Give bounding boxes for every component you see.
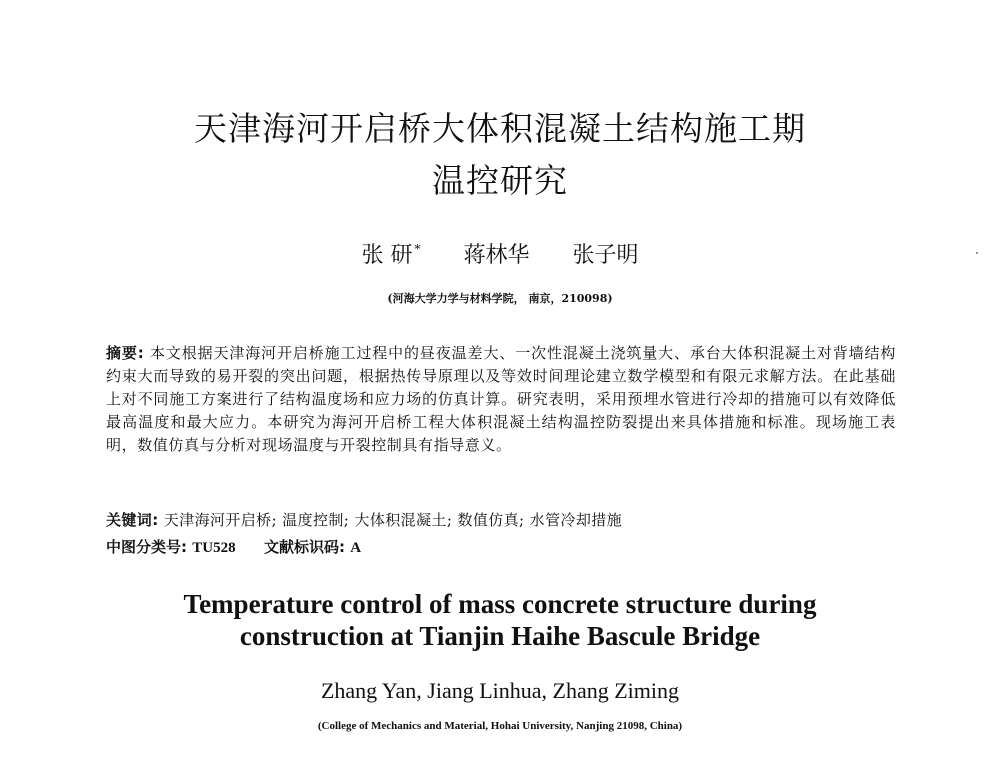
clc-label: 中图分类号: xyxy=(106,538,187,556)
affiliation-cn: (河海大学力学与材料学院， 南京，210098) xyxy=(387,292,613,305)
authors-cn xyxy=(0,238,1000,269)
keywords-cn-label: 关键词: xyxy=(106,511,159,529)
abstract-cn xyxy=(106,342,896,457)
title-cn-line1: 天津海河开启桥大体积混凝土结构施工期 xyxy=(194,109,806,148)
abstract-cn-label: 摘要: xyxy=(106,344,145,362)
author-cn-3: 张子明 xyxy=(572,243,639,268)
author-cn-1 xyxy=(361,238,420,269)
author-cn-1-name: 张 研 xyxy=(361,243,413,268)
abstract-cn-text: 本文根据天津海河开启桥施工过程中的昼夜温差大、一次性混凝土浇筑量大、承台大体积混凝土对背墙结构约束大而导致的易开裂的突出问题，根据热传导原理以及等效时间理论建立数学模型和有限元求解方法。在此基础上对不同施工方案进行了结构温度场和应力场的仿真计算。研究表明，采用预埋水管进行冷却的措施可以有效降低最高温度和最大应力。本研究为海河开启桥工程大体积混凝土结构温控防裂提出来具体措施和标准。现场施工表明，数值仿真与分析对现场温度与开裂控制具有指导意义。 xyxy=(106,344,896,454)
scan-speck xyxy=(976,252,978,254)
authors-en: Zhang Yan, Jiang Linhua, Zhang Ziming xyxy=(320,678,680,703)
keywords-cn-text: 天津海河开启桥; 温度控制; 大体积混凝土; 数值仿真; 水管冷却措施 xyxy=(158,511,623,529)
clc-value: TU528 xyxy=(192,540,236,556)
affiliation-en: (College of Mechanics and Material, Hohai University, Nanjing 21098, China) xyxy=(317,720,683,732)
title-cn-line2: 温控研究 xyxy=(432,161,568,200)
doc-code-value: A xyxy=(350,540,362,556)
corresponding-author-mark: * xyxy=(414,242,421,256)
title-en-line1: Temperature control of mass concrete structure during xyxy=(183,589,817,619)
keywords-cn xyxy=(106,509,896,531)
doc-code-label: 文献标识码: xyxy=(264,538,346,556)
author-cn-2: 蒋林华 xyxy=(463,243,530,268)
title-en-line2: construction at Tianjin Haihe Bascule Bridge xyxy=(239,621,761,651)
classification-line xyxy=(106,536,361,559)
